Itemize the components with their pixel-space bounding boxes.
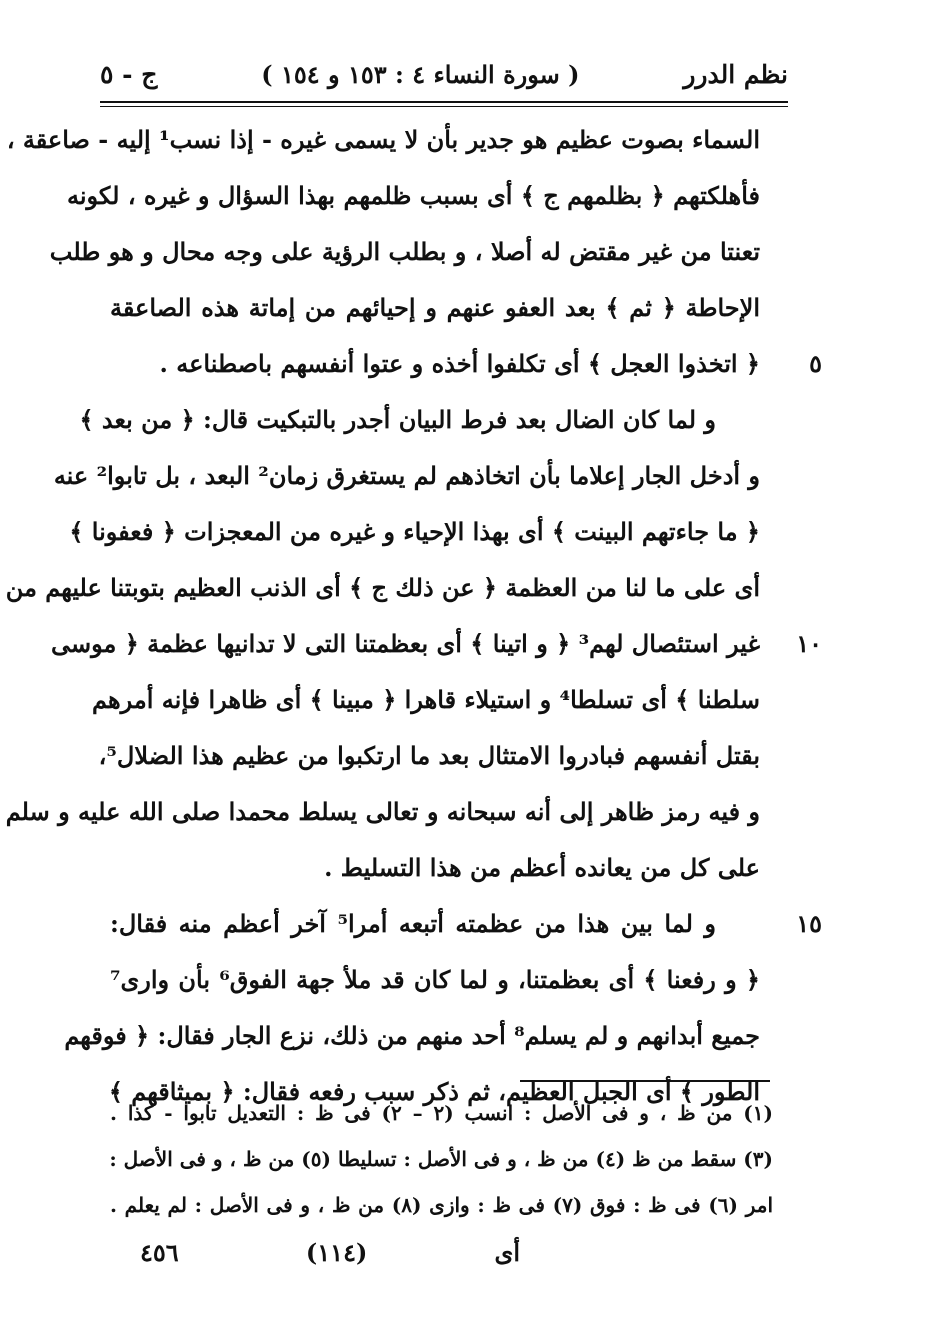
- text-line: سلطنا ﴾ أى تسلطا⁴ و استيلاء قاهرا ﴿ مبينا ﴾ أى ظاهرا فإنه أمرهم: [92, 685, 760, 714]
- footnote-line: (١) من ظ ، و فى الأصل : انسب (٢ – ٢) فى ظ : التعديل تابوا - كذا .: [110, 1101, 773, 1125]
- text-line: و لما كان الضال بعد فرط البيان أجدر بالتبكيت قال: ﴿ من بعد ﴾: [79, 405, 716, 434]
- surah-reference: ( سورة النساء ٤ : ١٥٣ و ١٥٤ ): [261, 59, 580, 89]
- footnote-line: امر (٦) فى ظ : فوق (٧) فى ظ : وازى (٨) من ظ ، و فى الأصل : لم يعلم .: [110, 1193, 773, 1217]
- text-line: تعنتا من غير مقتض له أصلا ، و بطلب الرؤية على وجه محال و هو طلب: [49, 237, 760, 266]
- volume-label: ج - ٥: [100, 59, 158, 89]
- text-line: جميع أبدانهم و لم يسلم⁸ أحد منهم من ذلك، نزع الجار فقال: ﴿ فوقهم: [64, 1021, 760, 1050]
- line-number: ٥: [809, 349, 822, 378]
- page-number: ٤٥٦: [140, 1237, 179, 1267]
- text-line: ﴿ اتخذوا العجل ﴾ أى تكلفوا أخذه و عتوا أنفسهم باصطناعه . ٥: [110, 336, 760, 392]
- main-text: [5, 112, 822, 1120]
- text-line: أى على ما لنا من العظمة ﴿ عن ذلك ج ﴾ أى الذنب العظيم بتوبتنا عليهم من: [5, 573, 760, 602]
- footnote-line: (٣) سقط من ظ (٤) من ظ ، و فى الأصل : تسليطا (٥) من ظ ، و فى الأصل :: [109, 1147, 773, 1171]
- text-line: بقتل أنفسهم فبادروا الامتثال بعد ما ارتكبوا من عظيم هذا الضلال⁵،: [98, 741, 760, 770]
- footnotes: [110, 1090, 773, 1228]
- text-line: الطور ﴾ أى الجبل العظيم، ثم ذكر سبب رفعه فقال: ﴿ بميثاقهم ﴾: [108, 1077, 760, 1106]
- text-line: ﴿ ما جاءتهم البينت ﴾ أى بهذا الإحياء و غيره من المعجزات ﴿ فعفونا ﴾: [69, 517, 760, 546]
- book-title: نظم الدرر: [683, 59, 788, 89]
- line-number: ١٥: [796, 909, 822, 938]
- text-line: و أدخل الجار إعلاما بأن اتخاذهم لم يستغرق زمان² البعد ، بل تابوا² عنه: [53, 461, 760, 490]
- line-number: ١٠: [796, 629, 822, 658]
- footnote-rule: [520, 1080, 770, 1082]
- running-header: [100, 52, 788, 96]
- header-rule-thin: [100, 106, 788, 107]
- page-footer: [140, 1232, 520, 1272]
- text-line: على كل من يعانده أعظم من هذا التسليط .: [324, 853, 760, 882]
- text-line: و فيه رمز ظاهر إلى أنه سبحانه و تعالى يسلط محمدا صلى الله عليه و سلم: [5, 797, 760, 826]
- text-line: الإحاطة ﴿ ثم ﴾ بعد العفو عنهم و إحيائهم من إماتة هذه الصاعقة: [110, 293, 760, 322]
- catchword: أى: [494, 1237, 520, 1267]
- text-line: و لما بين هذا من عظمته أتبعه أمرا⁵ آخر أعظم منه فقال: ١٥: [110, 896, 760, 952]
- signature-mark: (١١٤): [305, 1237, 368, 1267]
- text-line: السماء بصوت عظيم هو جدير بأن لا يسمى غيره - إذا نسب¹ إليه - صاعقة ،: [6, 125, 760, 154]
- text-line: غير استئصال لهم³ ﴿ و اتينا ﴾ أى بعظمتنا التى لا تدانيها عظمة ﴿ موسى ١٠: [110, 616, 760, 672]
- text-line: فأهلكتهم ﴿ بظلمهم ج ﴾ أى بسبب ظلمهم بهذا السؤال و غيره ، لكونه: [66, 181, 760, 210]
- text-line: ﴿ و رفعنا ﴾ أى بعظمتنا، و لما كان قد ملأ جهة الفوق⁶ بأن وارى⁷: [110, 965, 760, 994]
- header-rule: [100, 101, 788, 103]
